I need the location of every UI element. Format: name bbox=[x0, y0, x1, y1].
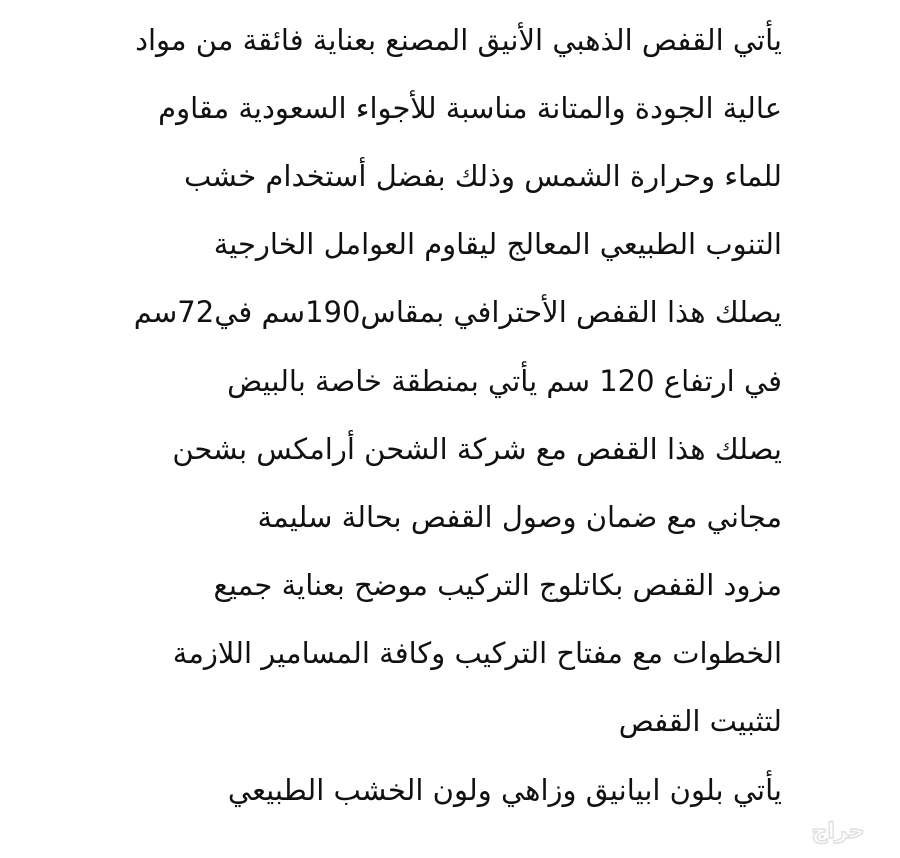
description-line: مجاني مع ضمان وصول القفص بحالة سليمة bbox=[257, 499, 782, 534]
description-line: يصلك هذا القفص الأحترافي بمقاس190سم في72سم bbox=[133, 295, 782, 330]
description-line: يأتي القفص الذهبي الأنيق المصنع بعناية فائقة من مواد bbox=[135, 22, 782, 57]
description-line: يأتي بلون ابيانيق وزاهي ولون الخشب الطبيعي bbox=[227, 772, 782, 807]
description-line: عالية الجودة والمتانة مناسبة للأجواء السعودية مقاوم bbox=[158, 90, 782, 125]
description-line: لتثبيت القفص bbox=[618, 704, 782, 739]
haraj-logo-icon bbox=[794, 808, 882, 852]
description-line: للماء وحرارة الشمس وذلك بفضل أستخدام خشب bbox=[183, 158, 782, 193]
svg-text:حراج: حراج bbox=[811, 819, 865, 844]
description-line: التنوب الطبيعي المعالج ليقاوم العوامل الخارجية bbox=[213, 227, 782, 262]
description-line: مزود القفص بكاتلوج التركيب موضح بعناية جميع bbox=[213, 568, 782, 603]
description-line: يصلك هذا القفص مع شركة الشحن أرامكس بشحن bbox=[172, 431, 782, 466]
product-description bbox=[82, 0, 782, 824]
description-line: الخطوات مع مفتاح التركيب وكافة المسامير اللازمة bbox=[172, 636, 782, 671]
haraj-watermark-logo bbox=[794, 808, 882, 852]
description-line: في ارتفاع 120 سم يأتي بمنطقة خاصة بالبيض bbox=[227, 363, 782, 398]
